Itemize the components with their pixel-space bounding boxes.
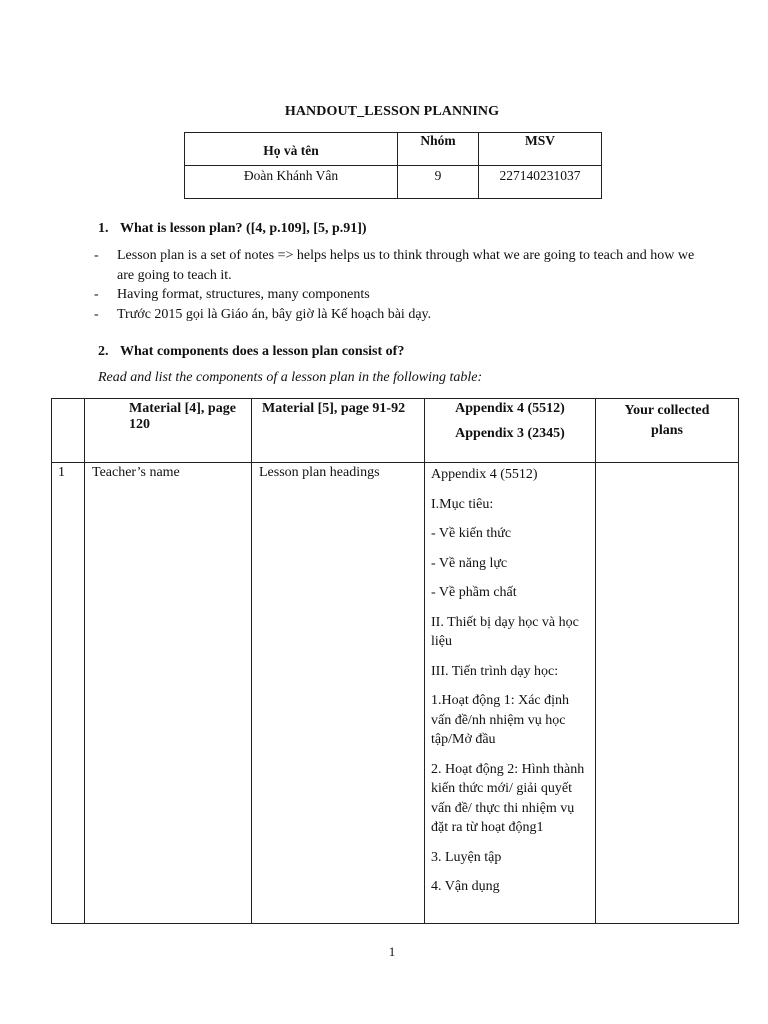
page-number: 1 xyxy=(388,944,396,959)
student-id: 227140231037 xyxy=(479,166,602,199)
appendix-line: 4. Vận dụng xyxy=(431,879,500,894)
header-student-id: MSV xyxy=(479,133,602,166)
question-2-heading xyxy=(98,344,404,360)
header-material-4: Material [4], page 120 xyxy=(85,399,252,463)
appendix-line: 3. Luyện tập xyxy=(431,849,502,865)
row-number: 1 xyxy=(52,463,85,924)
question-2-text: What components does a lesson plan consist of? xyxy=(120,344,405,359)
appendix-line: - Về kiến thức xyxy=(431,526,512,541)
bullet-text: Trước 2015 gọi là Giáo án, bây giờ là Kế hoạch bài dạy. xyxy=(117,306,432,322)
header-number xyxy=(52,399,85,463)
header-material-5: Material [5], page 91-92 xyxy=(252,399,425,463)
header-group: Nhóm xyxy=(398,133,479,166)
appendix-line: Appendix 4 (5512) xyxy=(431,467,538,482)
bullet-item: - Trước 2015 gọi là Giáo án, bây giờ là Kế hoạch bài dạy. xyxy=(94,306,432,322)
question-1-heading xyxy=(98,221,367,237)
bullet-item: - Lesson plan is a set of notes => helps helps us to think through what we are going to teach and how we are going to teach it. xyxy=(94,248,695,283)
question-2-number: 2. xyxy=(98,344,109,359)
document-title: HANDOUT_LESSON PLANNING xyxy=(284,104,500,119)
appendix-line: - Về năng lực xyxy=(431,555,508,571)
material-4-cell: Teacher’s name xyxy=(85,463,252,924)
student-name: Đoàn Khánh Vân xyxy=(185,166,398,199)
info-data-row xyxy=(185,166,602,199)
student-group: 9 xyxy=(398,166,479,199)
header-appendix-4: Appendix 4 (5512) xyxy=(455,401,565,416)
question-1-text: What is lesson plan? ([4, p.109], [5, p.91]) xyxy=(120,221,367,236)
appendix-line: I.Mục tiêu: xyxy=(431,496,494,512)
components-row-1 xyxy=(52,463,739,924)
appendix-line: - Về phầm chất xyxy=(431,585,517,600)
info-header-row xyxy=(185,133,602,166)
student-info-table xyxy=(184,132,602,199)
bullet-item: - Having format, structures, many components xyxy=(94,287,370,302)
appendix-line: III. Tiến trình dạy học: xyxy=(431,663,559,679)
header-appendix xyxy=(425,399,596,463)
appendix-cell xyxy=(425,463,596,924)
appendix-line: 2. Hoạt động 2: Hình thành kiến thức mới/ giải quyết vấn đề/ thực thi nhiệm vụ đặt ra từ hoạt động1 xyxy=(431,761,585,835)
question-2-instruction: Read and list the components of a lesson plan in the following table: xyxy=(98,370,483,385)
material-5-cell: Lesson plan headings xyxy=(252,463,425,924)
bullet-text: Having format, structures, many components xyxy=(117,287,370,302)
header-collected-plans: Your collected plans xyxy=(596,399,739,463)
header-appendix-3: Appendix 3 (2345) xyxy=(455,426,565,441)
appendix-line: II. Thiết bị dạy học và học liệu xyxy=(431,614,579,649)
bullet-text: Lesson plan is a set of notes => helps helps us to think through what we are going to teach and how we are going to teach it. xyxy=(117,248,695,283)
collected-plans-cell xyxy=(596,463,739,924)
appendix-line: 1.Hoạt động 1: Xác định vấn đề/nh nhiệm vụ học tập/Mở đầu xyxy=(431,693,570,747)
components-header-row xyxy=(52,399,739,463)
components-table xyxy=(51,398,739,924)
question-1-bullet-list xyxy=(94,246,704,324)
question-1-number: 1. xyxy=(98,221,109,236)
header-full-name: Họ và tên xyxy=(185,133,398,166)
